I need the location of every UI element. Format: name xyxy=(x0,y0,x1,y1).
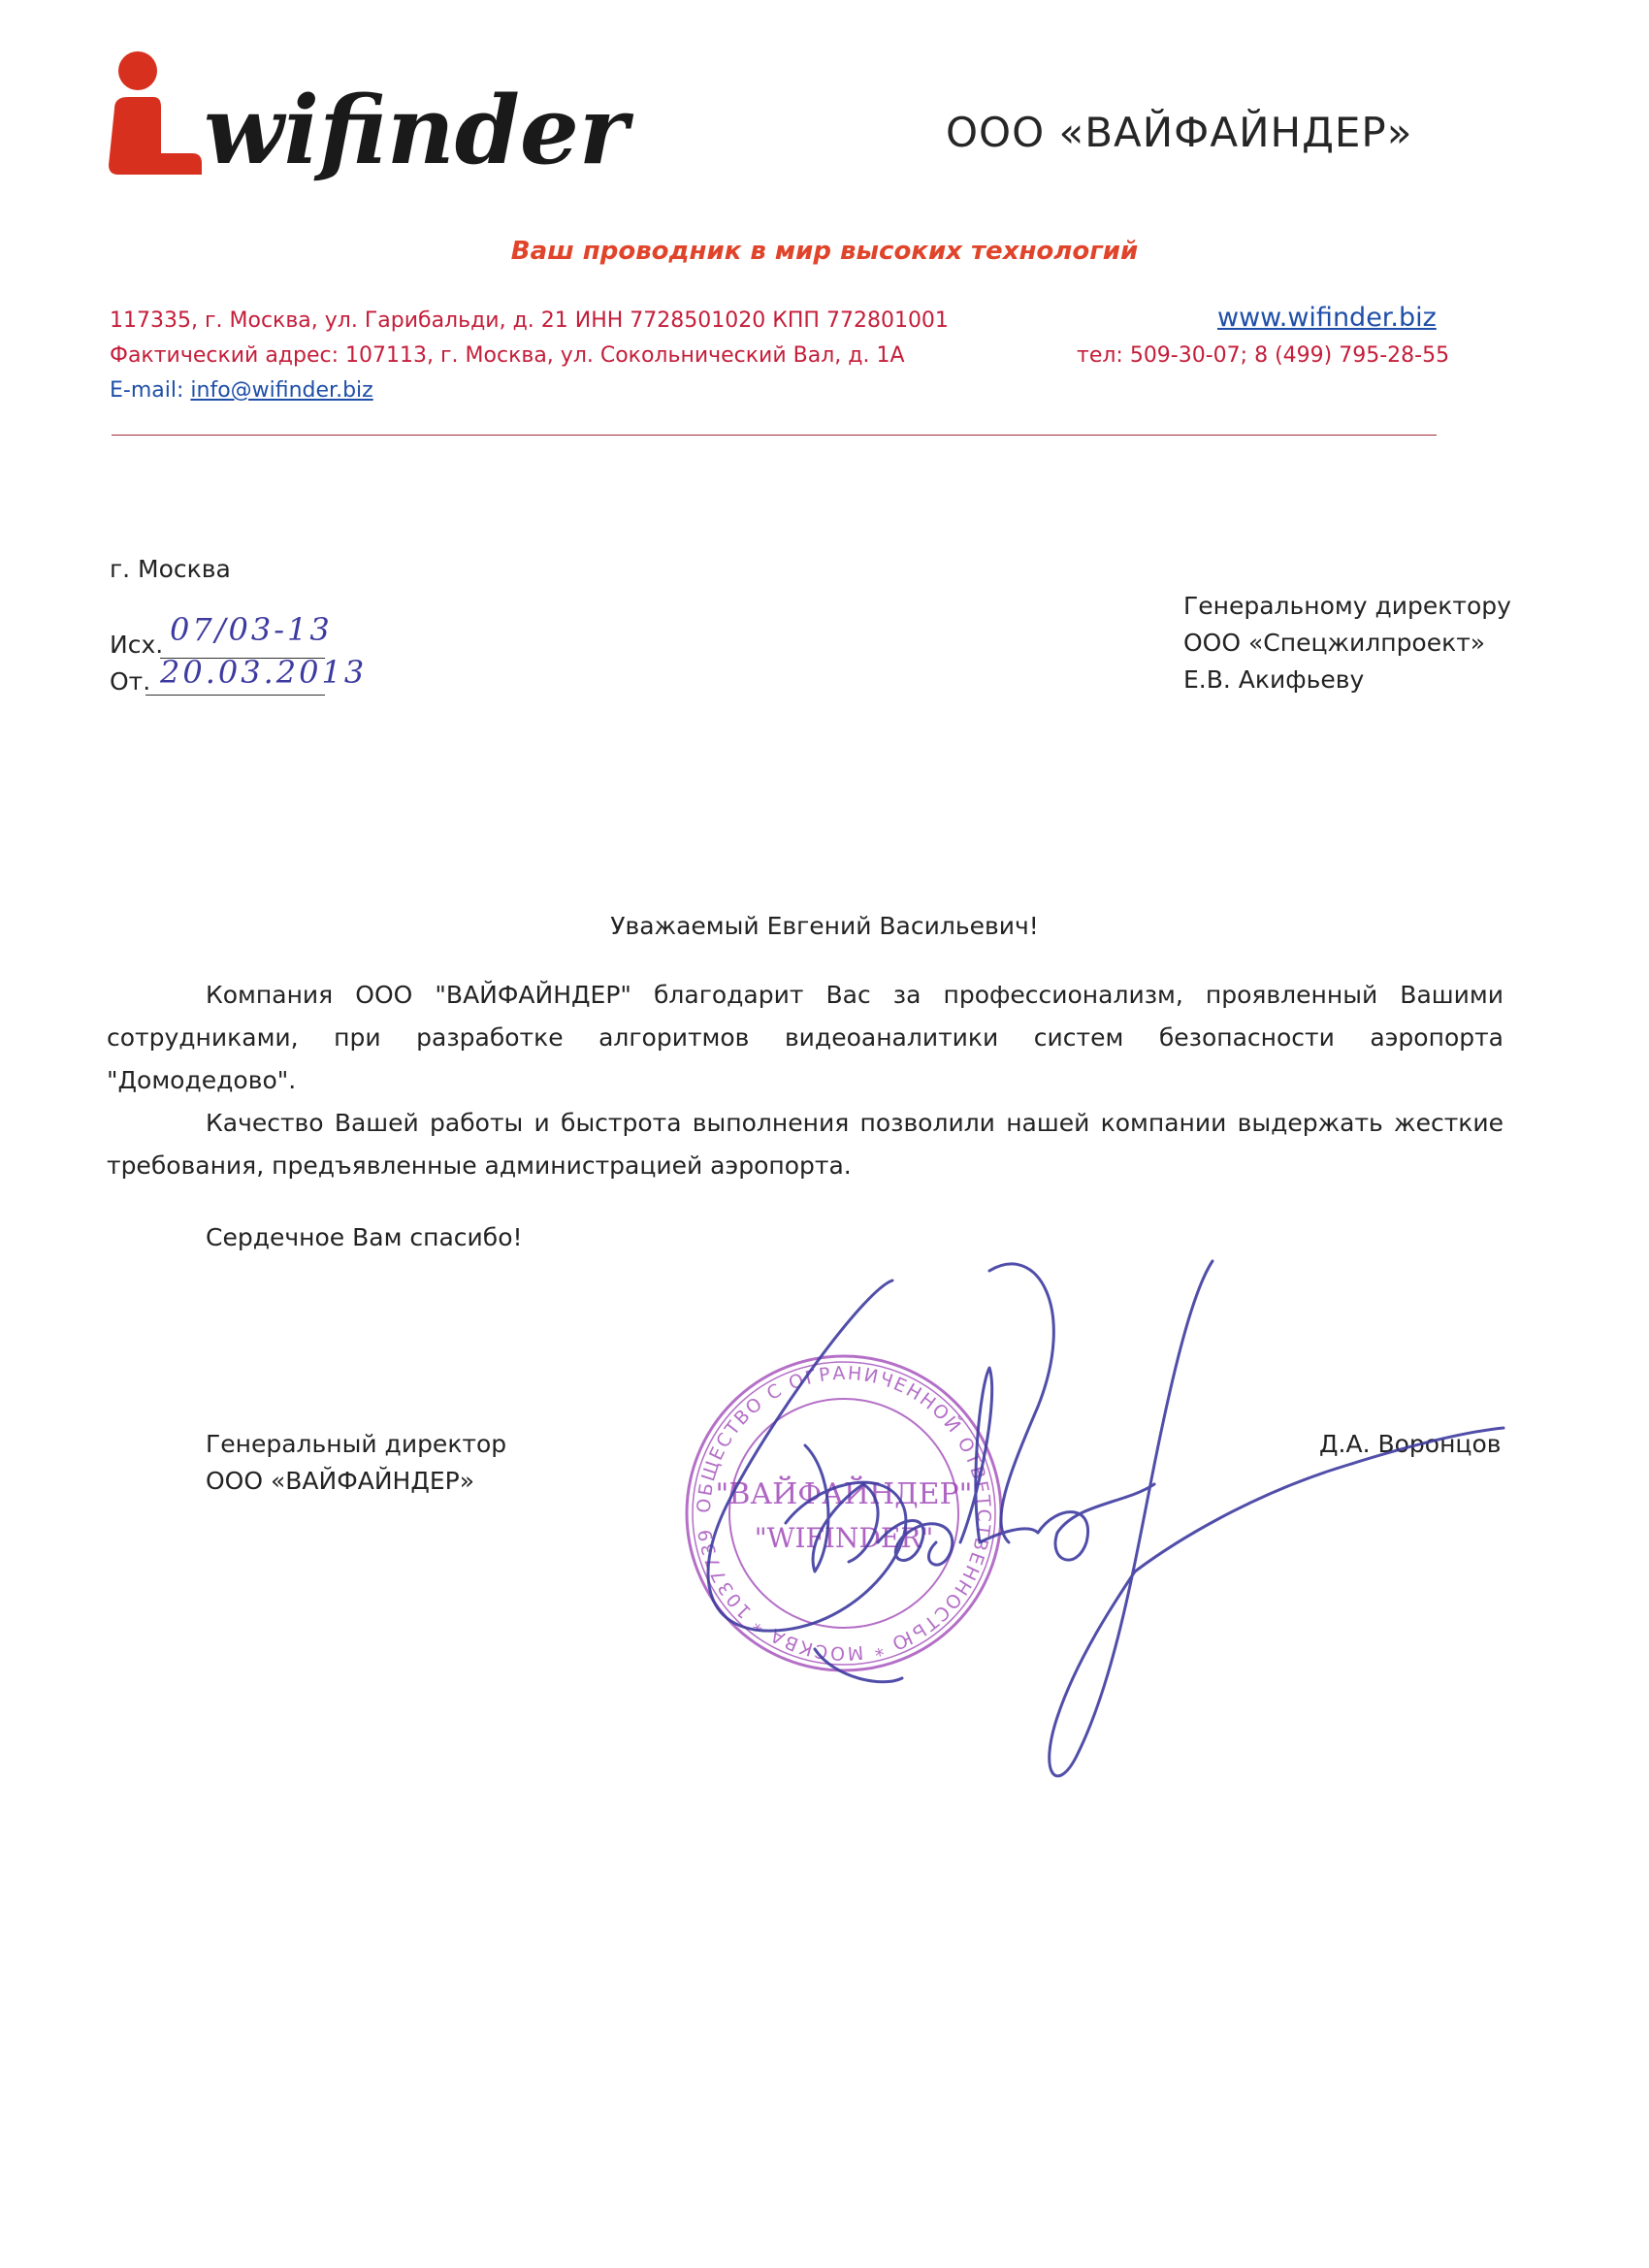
signatory-name: Д.А. Воронцов xyxy=(1319,1430,1502,1458)
city: г. Москва xyxy=(110,555,231,583)
company-title: ООО «ВАЙФАЙНДЕР» xyxy=(946,109,1413,156)
email-link[interactable]: info@wifinder.biz xyxy=(190,378,373,403)
body-paragraph-1: Компания ООО "ВАЙФАЙНДЕР" благодарит Вас за профессионализм, проявленный Вашими сотрудниками, при разработке алгоритмов видеоаналитики систем безопасности аэропорта "Домодедово". xyxy=(107,981,1504,1094)
body-paragraph-2: Качество Вашей работы и быстрота выполнения позволили нашей компании выдержать жесткие требования, предъявленные администрацией аэропорта. xyxy=(107,1109,1504,1180)
company-tagline: Ваш проводник в мир высоких технологий xyxy=(510,237,1139,266)
from-label: От. xyxy=(110,667,151,696)
salutation: Уважаемый Евгений Васильевич! xyxy=(610,912,1039,940)
email-label: E-mail: xyxy=(110,378,191,403)
stamp-ring-text: ОБЩЕСТВО С ОГРАНИЧЕННОЙ ОТВЕТСТВЕННОСТЬЮ * МОСКВА * 1037739 xyxy=(693,1362,995,1665)
wifinder-logo xyxy=(97,39,679,184)
recipient-title: Генеральному директору xyxy=(1183,592,1511,620)
stamp-name-en: "WIFINDER" xyxy=(754,1522,934,1554)
stamp-name-ru: "ВАЙФАЙНДЕР" xyxy=(715,1477,973,1511)
recipient-company: ООО «Спецжилпроект» xyxy=(1183,629,1486,657)
outgoing-label: Исх. xyxy=(110,631,164,659)
legal-address: 117335, г. Москва, ул. Гарибальди, д. 21 ИНН 7728501020 КПП 772801001 xyxy=(110,308,949,333)
closing-line: Сердечное Вам спасибо! xyxy=(206,1223,523,1251)
actual-address: Фактический адрес: 107113, г. Москва, ул. Сокольнический Вал, д. 1А xyxy=(110,343,905,368)
header-divider xyxy=(112,435,1437,436)
from-date: 20.03.2013 xyxy=(160,654,368,691)
from-underline xyxy=(146,695,325,696)
website-link[interactable]: www.wifinder.biz xyxy=(1217,303,1437,333)
signatory-company: ООО «ВАЙФАЙНДЕР» xyxy=(206,1467,475,1495)
handwritten-signature xyxy=(669,1251,1542,1795)
logo-wordmark: wifinder xyxy=(204,76,629,184)
phone-number: тел: 509-30-07; 8 (499) 795-28-55 xyxy=(1077,343,1450,368)
email-line xyxy=(110,378,373,403)
recipient-name: Е.В. Акифьеву xyxy=(1183,665,1365,694)
outgoing-number: 07/03-13 xyxy=(170,611,333,648)
signatory-title: Генеральный директор xyxy=(206,1430,507,1458)
